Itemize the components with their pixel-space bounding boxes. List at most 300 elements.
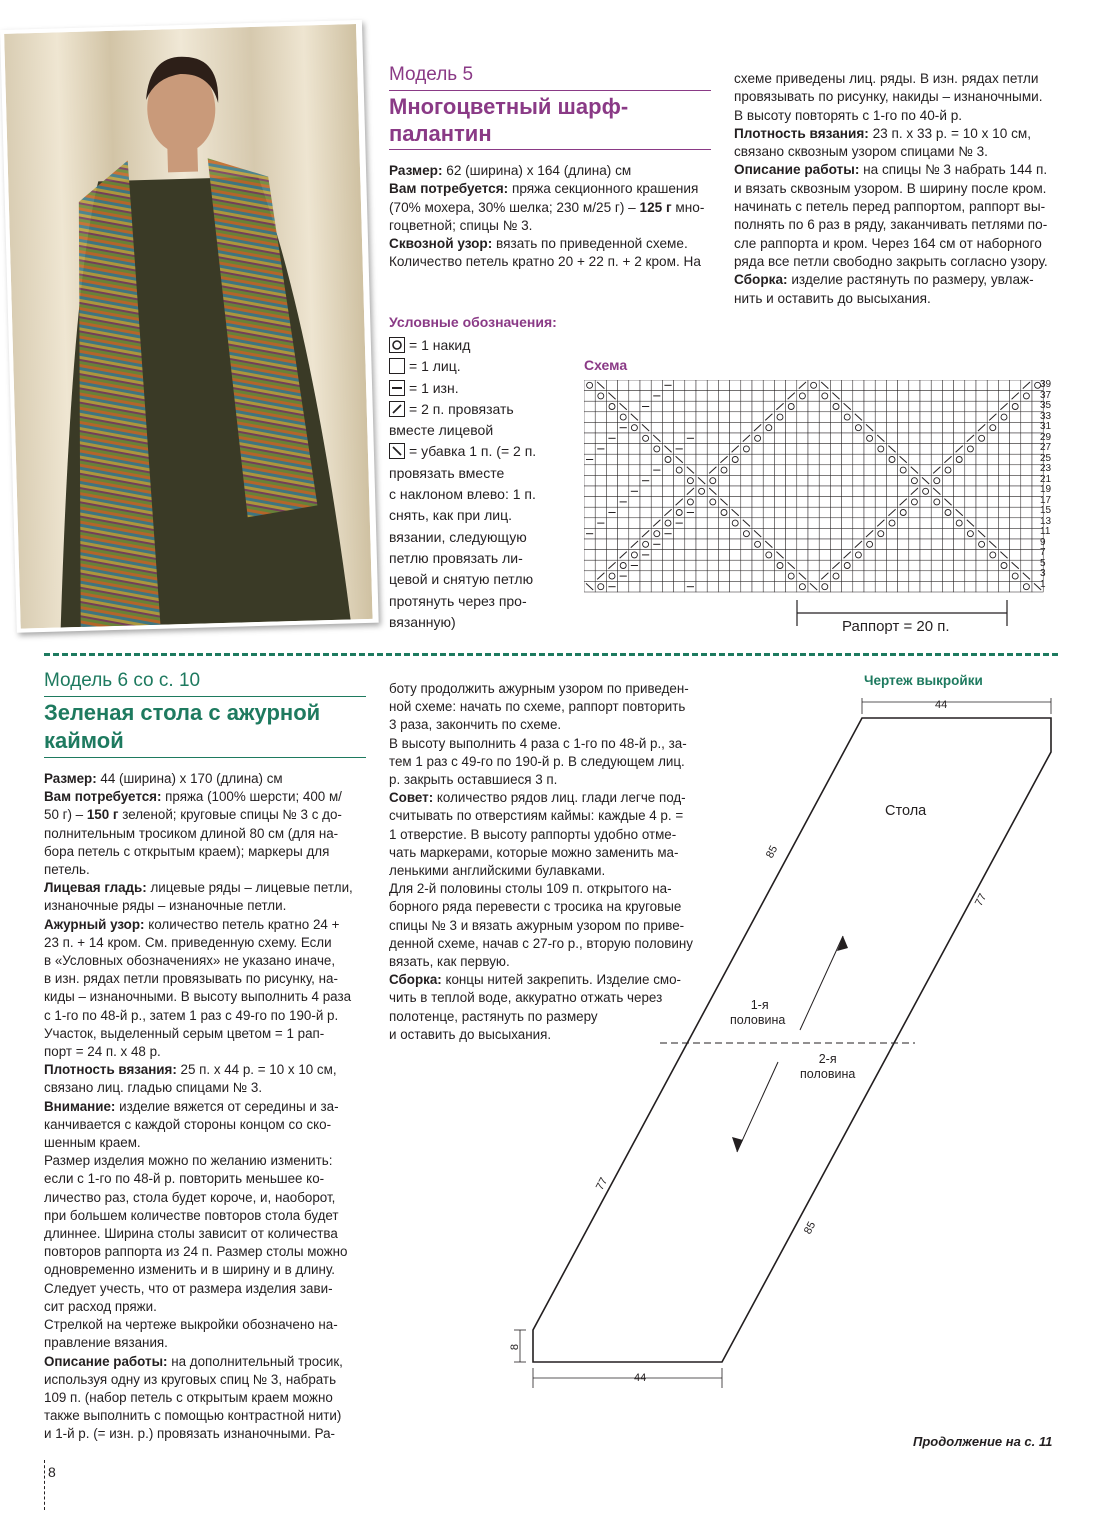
- scheme-cell: [920, 560, 931, 571]
- scheme-cell: [730, 518, 741, 529]
- scheme-cell: [651, 454, 662, 465]
- scheme-cell: [954, 454, 965, 465]
- ssk-symbol-icon: [389, 443, 405, 459]
- scheme-cell: [741, 380, 752, 391]
- scheme-cell: [584, 412, 595, 423]
- scheme-cell: [797, 475, 808, 486]
- scheme-cell: [707, 401, 718, 412]
- scheme-cell: [786, 497, 797, 508]
- scheme-row-number: 15: [1040, 505, 1052, 516]
- scheme-cell: [998, 465, 1009, 476]
- scheme-cell: [774, 518, 785, 529]
- scheme-cell: [942, 581, 953, 592]
- scheme-cell: [954, 571, 965, 582]
- scheme-cell: [606, 465, 617, 476]
- col1-line: канчивается с каждой стороны концом со ско-: [44, 1116, 332, 1132]
- col1-line: если с 1-го по 48-й р. повторить меньшее ко-: [44, 1171, 325, 1187]
- scheme-cell: [931, 380, 942, 391]
- scheme-cell: [629, 433, 640, 444]
- col1-line: петель.: [44, 862, 90, 878]
- scheme-cell: [651, 444, 662, 455]
- scheme-cell: [718, 433, 729, 444]
- scheme-cell: [898, 539, 909, 550]
- scheme-cell: [1010, 475, 1021, 486]
- half2-label: 2-я половина: [800, 1052, 856, 1081]
- scheme-cell: [741, 422, 752, 433]
- scheme-cell: [595, 507, 606, 518]
- scheme-cell: [707, 539, 718, 550]
- scheme-cell: [730, 475, 741, 486]
- scheme-cell: [808, 465, 819, 476]
- scheme-cell: [674, 486, 685, 497]
- scheme-cell: [618, 444, 629, 455]
- scheme-cell: [730, 497, 741, 508]
- scheme-cell: [774, 475, 785, 486]
- scheme-cell: [1010, 539, 1021, 550]
- legend-item: = 1 лиц.: [389, 356, 574, 377]
- scheme-cell: [651, 497, 662, 508]
- scheme-cell: [898, 571, 909, 582]
- scheme-cell: [606, 454, 617, 465]
- scheme-cell: [763, 560, 774, 571]
- scheme-cell: [886, 486, 897, 497]
- scheme-cell: [629, 422, 640, 433]
- scheme-cell: [931, 581, 942, 592]
- scheme-cell: [987, 571, 998, 582]
- scheme-cell: [763, 475, 774, 486]
- scheme-cell: [830, 412, 841, 423]
- scheme-cell: [752, 412, 763, 423]
- scheme-cell: [674, 539, 685, 550]
- scheme-cell: [752, 465, 763, 476]
- scheme-cell: [976, 581, 987, 592]
- scheme-cell: [864, 475, 875, 486]
- scheme-cell: [842, 581, 853, 592]
- scheme-cell: [898, 422, 909, 433]
- purl-symbol-icon: [389, 380, 405, 396]
- scheme-cell: [886, 475, 897, 486]
- scheme-cell: [651, 401, 662, 412]
- scheme-cell: [998, 412, 1009, 423]
- scheme-cell: [920, 581, 931, 592]
- right-lower-label: 85: [801, 1219, 819, 1237]
- scheme-cell: [909, 475, 920, 486]
- scheme-cell: [629, 380, 640, 391]
- scheme-cell: [931, 401, 942, 412]
- scheme-cell: [707, 433, 718, 444]
- scheme-cell: [651, 528, 662, 539]
- scheme-cell: [606, 528, 617, 539]
- scheme-cell: [954, 391, 965, 402]
- scheme-cell: [886, 581, 897, 592]
- scheme-cell: [696, 444, 707, 455]
- right-upper-label: 77: [972, 891, 990, 909]
- scheme-cell: [685, 444, 696, 455]
- scheme-cell: [752, 380, 763, 391]
- scheme-cell: [595, 560, 606, 571]
- scheme-cell: [920, 454, 931, 465]
- scheme-cell: [875, 391, 886, 402]
- scheme-cell: [606, 486, 617, 497]
- scheme-cell: [909, 401, 920, 412]
- scheme-cell: [595, 539, 606, 550]
- scheme-cell: [774, 444, 785, 455]
- col2-line: р. закрыть оставшиеся 3 п.: [389, 772, 558, 788]
- scheme-cell: [898, 475, 909, 486]
- scheme-cell: [662, 497, 673, 508]
- scheme-cell: [595, 581, 606, 592]
- scheme-cell: [797, 507, 808, 518]
- scheme-cell: [685, 571, 696, 582]
- scheme-cell: [786, 528, 797, 539]
- scheme-cell: [786, 475, 797, 486]
- scheme-cell: [752, 497, 763, 508]
- scheme-cell: [931, 560, 942, 571]
- scheme-cell: [797, 497, 808, 508]
- repeat-label: Раппорт = 20 п.: [842, 618, 950, 635]
- scheme-cell: [875, 465, 886, 476]
- top-width-label: 44: [935, 699, 948, 711]
- scheme-cell: [819, 433, 830, 444]
- scheme-cell: [618, 528, 629, 539]
- scheme-cell: [909, 518, 920, 529]
- scheme-cell: [965, 497, 976, 508]
- legend-item: = убавка 1 п. (= 2 п.: [389, 441, 574, 462]
- scheme-row-numbers: [1040, 380, 1064, 590]
- scheme-cell: [786, 454, 797, 465]
- scheme-cell: [696, 380, 707, 391]
- scheme-cell: [942, 507, 953, 518]
- col1-line: также выполнить с помощью контрастной нити): [44, 1408, 342, 1424]
- scheme-cell: [909, 454, 920, 465]
- scheme-cell: [987, 391, 998, 402]
- scheme-cell: [830, 465, 841, 476]
- scheme-cell: [730, 433, 741, 444]
- scheme-cell: [976, 550, 987, 561]
- scheme-cell: [987, 550, 998, 561]
- scheme-cell: [763, 380, 774, 391]
- legend-item: с наклоном влево: 1 п.: [389, 486, 536, 503]
- scheme-cell: [965, 539, 976, 550]
- scheme-cell: [965, 401, 976, 412]
- legend-item: провязать вместе: [389, 464, 505, 481]
- scheme-cell: [909, 444, 920, 455]
- col2-line: полотенце, растянуть по размеру: [389, 1008, 598, 1024]
- scheme-cell: [1021, 539, 1032, 550]
- scheme-cell: [651, 486, 662, 497]
- scheme-cell: [898, 560, 909, 571]
- scheme-cell: [640, 380, 651, 391]
- scheme-cell: [965, 571, 976, 582]
- scheme-cell: [942, 433, 953, 444]
- scheme-cell: [584, 401, 595, 412]
- col1-line: Ажурный узор: количество петель кратно 24 +: [44, 916, 340, 932]
- scheme-cell: [774, 486, 785, 497]
- scheme-cell: [606, 539, 617, 550]
- yarn-over-symbol-icon: [389, 337, 405, 353]
- scheme-cell: [651, 380, 662, 391]
- col2-line: борного ряда перевести с тросика на круговые: [389, 899, 682, 915]
- scheme-cell: [931, 444, 942, 455]
- scheme-cell: [640, 433, 651, 444]
- col1-line: бора петель с открытым краем); маркеры для: [44, 843, 330, 859]
- scheme-cell: [584, 518, 595, 529]
- scheme-cell: [752, 560, 763, 571]
- scheme-cell: [741, 454, 752, 465]
- scheme-cell: [886, 412, 897, 423]
- scheme-cell: [842, 433, 853, 444]
- scheme-cell: [920, 528, 931, 539]
- scheme-cell: [830, 422, 841, 433]
- scheme-cell: [707, 454, 718, 465]
- scheme-cell: [797, 550, 808, 561]
- scheme-cell: [797, 391, 808, 402]
- scheme-cell: [685, 454, 696, 465]
- scheme-cell: [864, 497, 875, 508]
- scheme-cell: [606, 422, 617, 433]
- scheme-cell: [606, 401, 617, 412]
- scheme-cell: [763, 581, 774, 592]
- scheme-cell: [819, 560, 830, 571]
- scheme-cell: [808, 433, 819, 444]
- scheme-cell: [786, 465, 797, 476]
- scheme-cell: [808, 486, 819, 497]
- scheme-cell: [584, 433, 595, 444]
- scheme-cell: [618, 518, 629, 529]
- scheme-cell: [954, 528, 965, 539]
- col1-line: и 1-й р. (= изн. р.) провязать изнаночными. Ра-: [44, 1426, 336, 1442]
- scheme-cell: [875, 444, 886, 455]
- col2-line: Для 2-й половины столы 109 п. открытого на-: [389, 881, 672, 897]
- scheme-cell: [942, 550, 953, 561]
- scheme-cell: [931, 412, 942, 423]
- scheme-cell: [774, 539, 785, 550]
- scheme-cell: [763, 444, 774, 455]
- scheme-cell: [730, 539, 741, 550]
- scheme-cell: [830, 444, 841, 455]
- scheme-cell: [954, 560, 965, 571]
- scheme-cell: [1021, 412, 1032, 423]
- scheme-row-number: 13: [1040, 515, 1052, 527]
- scheme-cell: [954, 581, 965, 592]
- col1-line: шенным краем.: [44, 1135, 141, 1151]
- scheme-cell: [707, 380, 718, 391]
- scheme-cell: [1010, 486, 1021, 497]
- scheme-cell: [1010, 507, 1021, 518]
- scheme-cell: [842, 422, 853, 433]
- scheme-cell: [864, 571, 875, 582]
- scheme-cell: [584, 475, 595, 486]
- legend-list: [389, 335, 574, 633]
- scheme-cell: [618, 465, 629, 476]
- scheme-cell: [786, 433, 797, 444]
- scheme-cell: [696, 539, 707, 550]
- scheme-cell: [730, 401, 741, 412]
- scheme-cell: [920, 433, 931, 444]
- scheme-cell: [752, 433, 763, 444]
- scheme-cell: [763, 507, 774, 518]
- scheme-cell: [976, 444, 987, 455]
- scheme-cell: [842, 454, 853, 465]
- scheme-cell: [640, 560, 651, 571]
- col1-line: Следует учесть, что от размера изделия зави-: [44, 1280, 333, 1296]
- scheme-cell: [797, 486, 808, 497]
- scheme-row-number: 23: [1040, 463, 1052, 474]
- scheme-cell: [741, 391, 752, 402]
- scheme-cell: [752, 581, 763, 592]
- scheme-cell: [1010, 401, 1021, 412]
- scheme-cell: [595, 401, 606, 412]
- col2-line: Сборка: концы нитей закрепить. Изделие смо-: [389, 972, 681, 988]
- scheme-row-number: 35: [1040, 400, 1052, 411]
- scheme-cell: [1021, 497, 1032, 508]
- model5-title-line2: палантин: [389, 121, 492, 146]
- scheme-cell: [1010, 497, 1021, 508]
- scheme-cell: [629, 507, 640, 518]
- scheme-cell: [1010, 550, 1021, 561]
- scheme-cell: [931, 433, 942, 444]
- scheme-cell: [797, 433, 808, 444]
- scheme-cell: [629, 391, 640, 402]
- scheme-cell: [976, 412, 987, 423]
- scheme-cell: [898, 581, 909, 592]
- scheme-cell: [707, 560, 718, 571]
- scheme-cell: [797, 401, 808, 412]
- scheme-cell: [965, 465, 976, 476]
- scheme-cell: [629, 571, 640, 582]
- scheme-cell: [898, 412, 909, 423]
- scheme-cell: [674, 401, 685, 412]
- scheme-cell: [786, 550, 797, 561]
- col1-line: Плотность вязания: 25 п. х 44 р. = 10 х 10 см,: [44, 1062, 337, 1078]
- model-photo: [0, 20, 379, 633]
- piece-label: Стола: [885, 803, 927, 819]
- scheme-cell: [707, 571, 718, 582]
- scheme-cell: [640, 444, 651, 455]
- scheme-cell: [808, 518, 819, 529]
- scheme-cell: [998, 454, 1009, 465]
- scheme-cell: [931, 391, 942, 402]
- scheme-cell: [987, 444, 998, 455]
- scheme-cell: [595, 433, 606, 444]
- col1-line: 109 п. (набор петель с открытым краем можно: [44, 1389, 333, 1405]
- col2-line: 1 отверстие. В высоту раппорты удобно отме-: [389, 826, 677, 842]
- scheme-cell: [931, 475, 942, 486]
- scheme-cell: [998, 422, 1009, 433]
- scheme-cell: [774, 412, 785, 423]
- scheme-cell: [853, 454, 864, 465]
- scheme-cell: [797, 422, 808, 433]
- scheme-cell: [1010, 422, 1021, 433]
- scheme-cell: [808, 412, 819, 423]
- scheme-cell: [584, 380, 595, 391]
- scheme-cell: [786, 380, 797, 391]
- scheme-cell: [819, 444, 830, 455]
- scheme-cell: [696, 465, 707, 476]
- scheme-cell: [864, 507, 875, 518]
- col2-line: боту продолжить ажурным узором по приведен-: [389, 681, 689, 696]
- scheme-cell: [640, 539, 651, 550]
- scheme-cell: [696, 571, 707, 582]
- scheme-cell: [685, 560, 696, 571]
- scheme-cell: [741, 528, 752, 539]
- scheme-cell: [808, 497, 819, 508]
- scheme-cell: [920, 380, 931, 391]
- scheme-cell: [685, 401, 696, 412]
- scheme-cell: [830, 550, 841, 561]
- scheme-row-number: 5: [1040, 557, 1046, 569]
- knitting-scheme-grid: [584, 380, 1060, 600]
- scheme-cell: [674, 475, 685, 486]
- scheme-cell: [954, 486, 965, 497]
- col1-line: киды – изнаночными. В высоту выполнить 4 раза: [44, 989, 352, 1005]
- left-lower-label: 77: [593, 1175, 611, 1193]
- scheme-cell: [920, 507, 931, 518]
- scheme-cell: [640, 581, 651, 592]
- scheme-cell: [976, 539, 987, 550]
- scheme-cell: [640, 497, 651, 508]
- scheme-cell: [774, 560, 785, 571]
- scheme-cell: [864, 518, 875, 529]
- scheme-cell: [842, 391, 853, 402]
- scheme-cell: [685, 412, 696, 423]
- scheme-row-number: 21: [1040, 473, 1052, 485]
- legend-item: вязании, следующую: [389, 528, 527, 545]
- scheme-cell: [830, 380, 841, 391]
- scheme-cell: [662, 401, 673, 412]
- scheme-cell: [898, 528, 909, 539]
- scheme-cell: [998, 486, 1009, 497]
- scheme-cell: [965, 422, 976, 433]
- half1-label: 1-я половина: [730, 998, 786, 1027]
- scheme-cell: [774, 581, 785, 592]
- col1-line: при большем количестве повторов стола будет: [44, 1207, 339, 1223]
- scheme-cell: [998, 444, 1009, 455]
- scheme-cell: [707, 581, 718, 592]
- scheme-cell: [629, 581, 640, 592]
- scheme-cell: [752, 391, 763, 402]
- scheme-cell: [830, 539, 841, 550]
- scheme-cell: [853, 550, 864, 561]
- scheme-cell: [998, 391, 1009, 402]
- legend-item: = 1 изн.: [389, 378, 574, 399]
- end-height-label: 8: [509, 1343, 522, 1351]
- scheme-cell: [819, 581, 830, 592]
- scheme-cell: [853, 528, 864, 539]
- scheme-cell: [898, 518, 909, 529]
- scheme-cell: [606, 412, 617, 423]
- scheme-cell: [819, 528, 830, 539]
- scheme-cell: [752, 571, 763, 582]
- scheme-cell: [909, 391, 920, 402]
- scheme-cell: [864, 433, 875, 444]
- scheme-cell: [965, 550, 976, 561]
- scheme-cell: [718, 422, 729, 433]
- scheme-cell: [718, 380, 729, 391]
- scheme-cell: [931, 454, 942, 465]
- page-number: 8: [48, 1464, 56, 1480]
- scheme-cell: [618, 486, 629, 497]
- scheme-cell: [786, 422, 797, 433]
- scheme-cell: [987, 454, 998, 465]
- scheme-cell: [920, 412, 931, 423]
- scheme-cell: [830, 507, 841, 518]
- scheme-cell: [718, 401, 729, 412]
- col1-line: порт = 24 п. х 48 р.: [44, 1044, 161, 1060]
- scheme-cell: [965, 412, 976, 423]
- model6-title-line1: Зеленая стола с ажурной: [44, 700, 321, 725]
- scheme-cell: [674, 560, 685, 571]
